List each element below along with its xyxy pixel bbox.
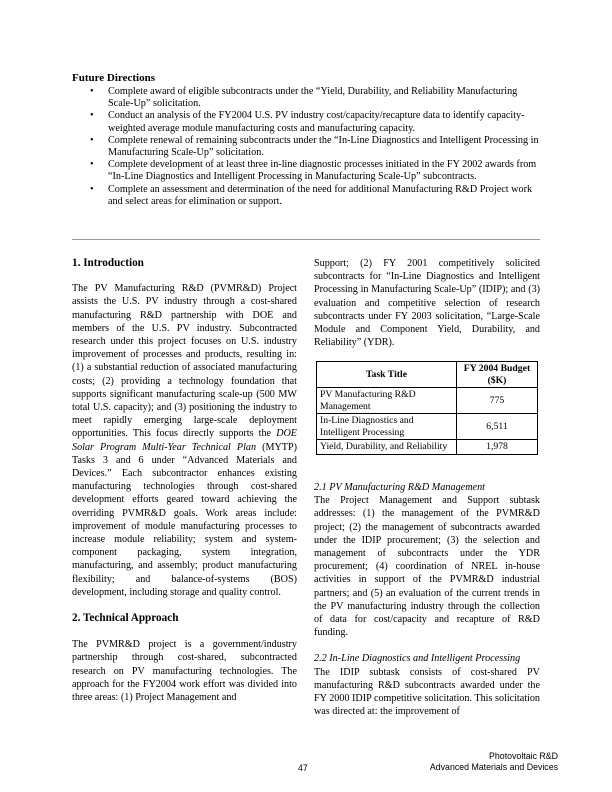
budget-cell: 775	[457, 388, 538, 414]
list-item: • Conduct an analysis of the FY2004 U.S. PV industry cost/capacity/recapture data to identify capacity-weighted average module manufacturing costs and manufacturing capacity.	[90, 110, 525, 134]
bullet-icon: •	[90, 110, 94, 122]
right-column-top	[314, 257, 540, 349]
technical-approach-paragraph: The PVMR&D project is a government/industry partnership through cost-shared, subcontracted research on PV manufacturing technologies. The approach for the FY2004 work effort was divided into three areas: (1) Project Management and	[72, 639, 297, 704]
table-row	[317, 414, 538, 440]
task-cell: Yield, Durability, and Reliability	[317, 440, 457, 455]
left-column	[72, 257, 297, 704]
task-cell: In-Line Diagnostics and Intelligent Processing	[317, 414, 457, 440]
technical-approach-heading: 2. Technical Approach	[72, 612, 179, 625]
budget-cell: 6,511	[457, 414, 538, 440]
bullet-icon: •	[90, 86, 94, 97]
future-directions-heading: Future Directions	[72, 72, 155, 84]
table-row	[317, 440, 538, 455]
bullet-icon: •	[90, 183, 94, 195]
section-2-1-paragraph: The Project Management and Support subtask addresses: (1) the management of the PVMR&D project; (2) the management of subcontracts awarded under the IDIP procurement; (3) the selection and management of subcontracts under the YDR procurement; (4) coordination of NREL in-house activities in support of the PVMR&D industrial partners; and (5) an evaluation of the current trends in the PV manufacturing industry through the collection of data for cost/capacity and recapture of R&D funding.	[314, 495, 540, 639]
section-2-1-heading: 2.1 PV Manufacturing R&D Management	[314, 482, 485, 493]
budget-cell: 1,978	[457, 440, 538, 455]
budget-header: FY 2004 Budget ($K)	[457, 362, 538, 388]
future-directions-list	[72, 86, 542, 208]
list-item: • Complete renewal of remaining subcontracts under the “In-Line Diagnostics and Intelligent Processing in Manufacturing Scale-Up” solicitation.	[90, 134, 539, 159]
technical-approach-continuation: Support; (2) FY 2001 competitively solicited subcontracts for “In-Line Diagnostics and Intelligent Processing in Manufacturing Scale-Up” (IDIP); and (3) evaluation and competitive selection of research subcontracts under FY 2003 solicitation, “Large-Scale Module and Component Yield, Durability, and Reliability” (YDR).	[314, 258, 540, 349]
right-column-bottom	[314, 481, 540, 718]
section-divider	[72, 239, 540, 240]
section-2-2-heading: 2.2 In-Line Diagnostics and Intelligent Processing	[314, 653, 521, 665]
footer-running-title: Photovoltaic R&D Advanced Materials and Devices	[429, 751, 558, 772]
table-row	[317, 388, 538, 414]
task-title-header: Task Title	[317, 362, 457, 388]
section-2-2-paragraph: The IDIP subtask consists of cost-shared PV manufacturing R&D subcontracts awarded under the FY 2000 IDIP competitive solicitation. This solicitation was directed at: the improvement of	[314, 666, 540, 718]
bullet-icon: •	[90, 134, 94, 146]
budget-table	[316, 361, 538, 455]
introduction-heading: 1. Introduction	[72, 257, 144, 269]
task-cell: PV Manufacturing R&D Management	[317, 388, 457, 414]
bullet-icon: •	[90, 159, 94, 171]
page-number: 47	[298, 763, 308, 773]
list-item: • Complete development of at least three in-line diagnostic processes initiated in the FY 2002 awards from “In-Line Diagnostics and Intelligent Processing in Manufacturing Scale-Up” subcontracts.	[90, 159, 537, 183]
list-item: • Complete an assessment and determination of the need for additional Manufacturing R&D Project work and select areas for elimination or support.	[90, 183, 533, 207]
table-header-row	[317, 362, 538, 388]
introduction-paragraph: The PV Manufacturing R&D (PVMR&D) Project assists the U.S. PV industry through a cost-shared manufacturing R&D partnership with DOE and members of the U.S. PV industry. Subcontracted research under this project focuses on U.S. industry improvement of processes and products, resulting in: (1) a substantial reduction of associated manufacturing costs; (2) providing a technology foundation that supports significant manufacturing scale-up (500 MW total U.S. capacity); and (3) positioning the industry to meet rapidly emerging large-scale deployment opportunities. This focus directly supports the DOE Solar Program Multi-Year Technical Plan (MYTP) Tasks 3 and 6 under “Advanced Materials and Devices.” Each subcontractor enhances existing manufacturing technologies through cost-shared development efforts geared toward achieving the overriding PVMR&D goals. Work areas include: improvement of module manufacturing processes to increase module reliability; system and system-component packaging, system integration, manufacturing, and assembly; product manufacturing flexibility; and balance-of-systems (BOS) development, including storage and quality control.	[72, 283, 297, 598]
list-item: • Complete award of eligible subcontracts under the “Yield, Durability, and Reliability Manufacturing Scale-Up” solicitation.	[90, 86, 518, 110]
